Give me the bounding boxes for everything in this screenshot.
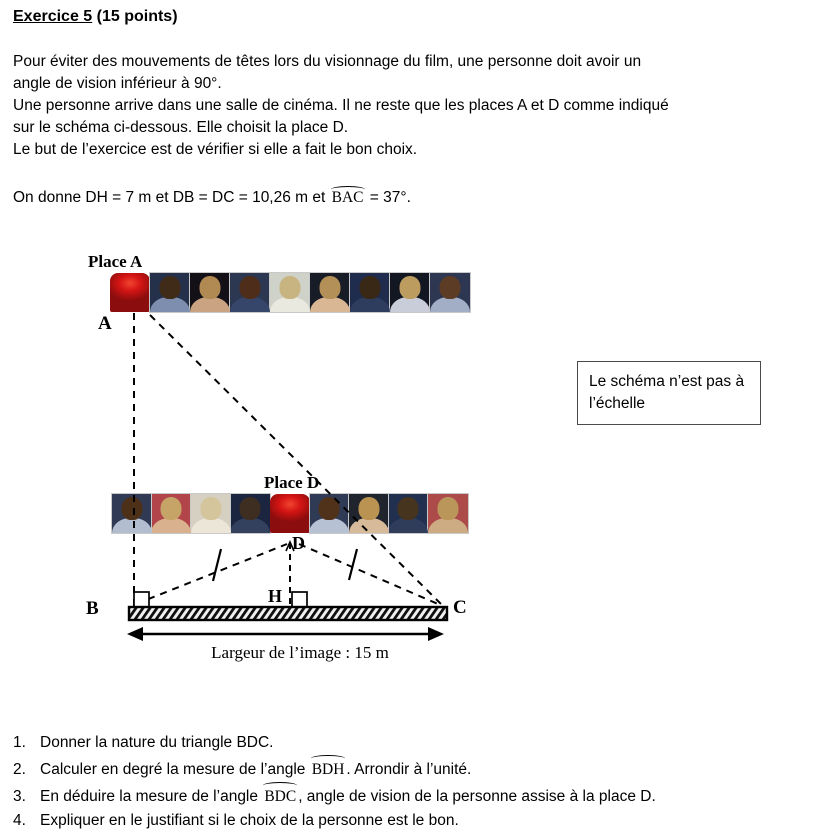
person-shoulders (430, 297, 470, 312)
occupied-seat (230, 273, 270, 312)
occupied-seat (349, 494, 389, 533)
screen-bar (129, 607, 447, 620)
question-item (13, 731, 656, 755)
place-a-label: Place A (88, 252, 143, 271)
person-shoulders (190, 297, 230, 312)
person-head (240, 276, 261, 299)
person-head (200, 276, 221, 299)
image-width-label: Largeur de l’image : 15 m (211, 643, 389, 662)
point-b-label: B (86, 598, 99, 619)
occupied-seat (390, 273, 430, 312)
intro-paragraph (13, 51, 669, 161)
angle-BDC: BDC (262, 782, 298, 809)
person-shoulders (150, 297, 190, 312)
exercise-title (13, 8, 178, 26)
exercise-points: (15 points) (92, 8, 178, 25)
occupied-seat (310, 273, 350, 312)
intro-line: Une personne arrive dans une salle de cinéma. Il ne reste que les places A et D comme indiqué (13, 97, 669, 114)
point-h-label: H (268, 586, 283, 606)
question-text: En déduire la mesure de l’angle (40, 788, 263, 805)
question-number: 2. (13, 761, 26, 778)
person-head (160, 276, 181, 299)
occupied-seat (310, 494, 350, 533)
person-head (121, 497, 142, 520)
person-head (240, 497, 261, 520)
occupied-seat (112, 494, 152, 533)
width-arrow-right-head (428, 627, 444, 641)
question-item (13, 809, 656, 833)
given-data-line (13, 186, 411, 207)
point-c-label: C (453, 597, 467, 618)
width-arrow-left-head (127, 627, 143, 641)
seat-row-d (112, 494, 468, 533)
occupied-seat (428, 494, 468, 533)
angle-BDH: BDH (310, 755, 347, 782)
question-text: Calculer en degré la mesure de l’angle (40, 761, 310, 778)
empty-red-seat (270, 494, 310, 533)
exercise-title-underlined: Exercice 5 (13, 8, 93, 25)
question-text: Donner la nature du triangle BDC. (40, 734, 274, 751)
person-shoulders (152, 518, 192, 533)
person-shoulders (350, 297, 390, 312)
person-shoulders (310, 518, 350, 533)
person-head (400, 276, 421, 299)
occupied-seat (430, 273, 470, 312)
given-pre: On donne DH = 7 m et DB = DC = 10,26 m et (13, 189, 330, 206)
person-head (440, 276, 461, 299)
tick-DC (349, 549, 357, 580)
right-angle-H (292, 592, 307, 607)
given-post: = 37°. (365, 189, 411, 206)
person-head (358, 497, 379, 520)
person-shoulders (270, 297, 310, 312)
person-head (280, 276, 301, 299)
question-number: 3. (13, 788, 26, 805)
point-d-label: D (292, 533, 305, 553)
question-item (13, 755, 656, 782)
question-text: . Arrondir à l’unité. (346, 761, 472, 778)
occupied-seat (190, 273, 230, 312)
person-head (319, 497, 340, 520)
person-shoulders (231, 518, 271, 533)
person-shoulders (389, 518, 429, 533)
occupied-seat (389, 494, 429, 533)
question-list (13, 731, 656, 833)
intro-line: angle de vision inférieur à 90°. (13, 75, 222, 92)
intro-line: Pour éviter des mouvements de têtes lors du visionnage du film, une personne doit avoir un (13, 53, 642, 70)
angle-BAC: BAC (330, 186, 366, 207)
person-head (398, 497, 419, 520)
occupied-seat (150, 273, 190, 312)
point-a-label: A (98, 313, 112, 334)
person-shoulders (191, 518, 231, 533)
intro-line: sur le schéma ci-dessous. Elle choisit la place D. (13, 119, 349, 136)
person-head (360, 276, 381, 299)
occupied-seat (231, 494, 271, 533)
question-number: 1. (13, 734, 26, 751)
intro-line: Le but de l’exercice est de vérifier si elle a fait le bon choix. (13, 141, 418, 158)
person-shoulders (428, 518, 468, 533)
person-shoulders (230, 297, 270, 312)
question-item (13, 782, 656, 809)
line-D-C (299, 544, 438, 604)
question-text: Expliquer en le justifiant si le choix de la personne est le bon. (40, 812, 459, 829)
question-text: , angle de vision de la personne assise à la place D. (298, 788, 656, 805)
tick-BD (213, 549, 221, 581)
person-shoulders (112, 518, 152, 533)
person-head (320, 276, 341, 299)
line-A-C (150, 315, 441, 604)
occupied-seat (152, 494, 192, 533)
not-to-scale-note: Le schéma n’est pas à l’échelle (577, 361, 761, 425)
seat-row-a (110, 273, 470, 312)
person-shoulders (310, 297, 350, 312)
person-head (161, 497, 182, 520)
cinema-diagram (0, 240, 825, 680)
question-number: 4. (13, 812, 26, 829)
right-angle-B (134, 592, 149, 607)
person-head (437, 497, 458, 520)
person-shoulders (390, 297, 430, 312)
occupied-seat (270, 273, 310, 312)
person-head (200, 497, 221, 520)
place-d-label: Place D (264, 473, 320, 492)
empty-red-seat (110, 273, 150, 312)
line-D-B (136, 544, 287, 604)
occupied-seat (350, 273, 390, 312)
occupied-seat (191, 494, 231, 533)
person-shoulders (349, 518, 389, 533)
